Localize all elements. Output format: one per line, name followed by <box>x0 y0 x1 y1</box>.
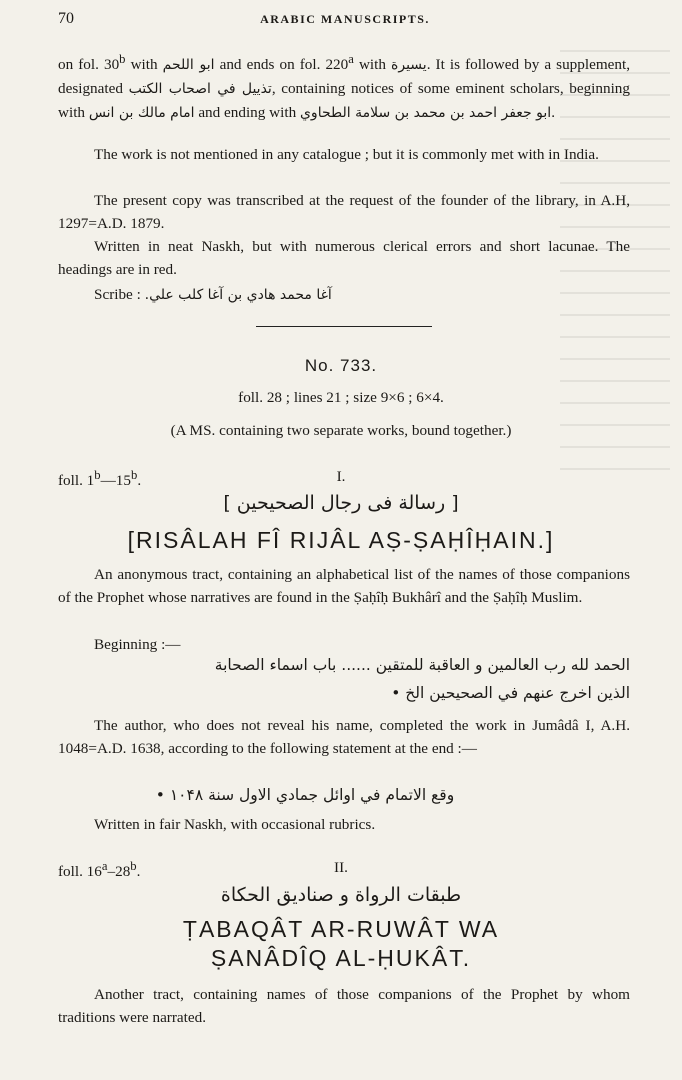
end-arabic-line: وقع الاتمام في اوائل جمادي الاول سنة ۱۰۴۸ • <box>155 786 455 804</box>
entry-collation: foll. 28 ; lines 21 ; size 9×6 ; 6×4. <box>238 389 444 406</box>
work2-description: Another tract, containing names of those companions of the Prophet by whom traditions were narrated. <box>58 986 630 1027</box>
transcription-paragraph: The present copy was transcribed at the request of the founder of the library, in A.H, 1297=A.D. 1879. <box>58 192 630 233</box>
script-paragraph: Written in neat Naskh, but with numerous clerical errors and short lacunae. The headings are in red. <box>58 238 630 279</box>
beginning-label: Beginning :— <box>94 636 181 653</box>
work1-title: [RISÂLAH FÎ RIJÂL AṢ-ṢAḤÎḤAIN.] <box>127 527 555 553</box>
scribe-name: آغا محمد هادي بن آغا كلب علي. <box>144 287 332 303</box>
work1-arabic-title: [ رسالة فى رجال الصحيحين ] <box>223 492 459 514</box>
work2-title-line-2: ṢANÂDÎQ AL-ḤUKÂT. <box>210 945 472 971</box>
work1-roman-numeral: I. <box>336 468 346 485</box>
arabic-phrase: يسيرة <box>391 57 427 74</box>
entry-number: No. 733. <box>304 356 378 375</box>
arabic-phrase: ابو جعفر احمد بن محمد بن سلامة الطحاوي <box>299 105 552 122</box>
work1-description: An anonymous tract, containing an alphabetical list of the names of those companions of the Prophet whose narratives are found in the Ṣaḥîḥ Bukhârî and the Ṣaḥîḥ Muslim. <box>58 566 630 607</box>
work1-author-note: The author, who does not reveal his name, completed the work in Jumâdâ I, A.H. 1048=A.D. 1638, according to the following statement at the end :— <box>58 717 630 758</box>
scribe-line <box>58 283 630 307</box>
page-number: 70 <box>58 10 74 27</box>
work1-script-note: Written in fair Naskh, with occasional rubrics. <box>94 816 376 833</box>
beginning-arabic-line-2: الذين اخرج عنهم في الصحيحين الخ • <box>391 684 630 702</box>
arabic-phrase: ابو اللحم <box>162 57 215 74</box>
work2-folio-range: foll. 16$^a$–28$^b$. <box>58 859 141 881</box>
running-title: ARABIC MANUSCRIPTS. <box>260 12 430 26</box>
entry-note: (A MS. containing two separate works, bound together.) <box>170 422 512 439</box>
arabic-phrase: تذييل في اصحاب الكتب <box>128 81 272 98</box>
work2-title-line-1: ṬABAQÂT AR-RUWÂT WA <box>182 916 500 942</box>
work2-arabic-title: طبقات الرواة و صناديق الحكاة <box>220 884 462 906</box>
work2-roman-numeral: II. <box>334 859 348 876</box>
arabic-phrase: امام مالك بن انس <box>88 105 195 122</box>
page-header <box>58 10 632 30</box>
work1-folio-range: foll. 1$^b$—15$^b$. <box>58 468 142 490</box>
beginning-arabic-line-1: الحمد لله رب العالمين و العاقبة للمتقين ...... باب اسماء الصحابة <box>214 656 630 674</box>
intro-paragraph-continued: on fol. 30$^b$ with ابو اللحم and ends on fol. 220$^a$ with يسيرة. It is followed by a supplement, designated تذييل في اصحاب الكتب, containing notices of some eminent scholars, beginning with امام مالك بن انس and ending with ابو جعفر احمد بن محمد بن سلامة الطحاوي. <box>58 52 630 122</box>
scribe-label: Scribe : <box>94 286 145 303</box>
catalogue-note-paragraph: The work is not mentioned in any catalogue ; but it is commonly met with in India. <box>94 146 599 163</box>
section-divider <box>256 326 432 327</box>
